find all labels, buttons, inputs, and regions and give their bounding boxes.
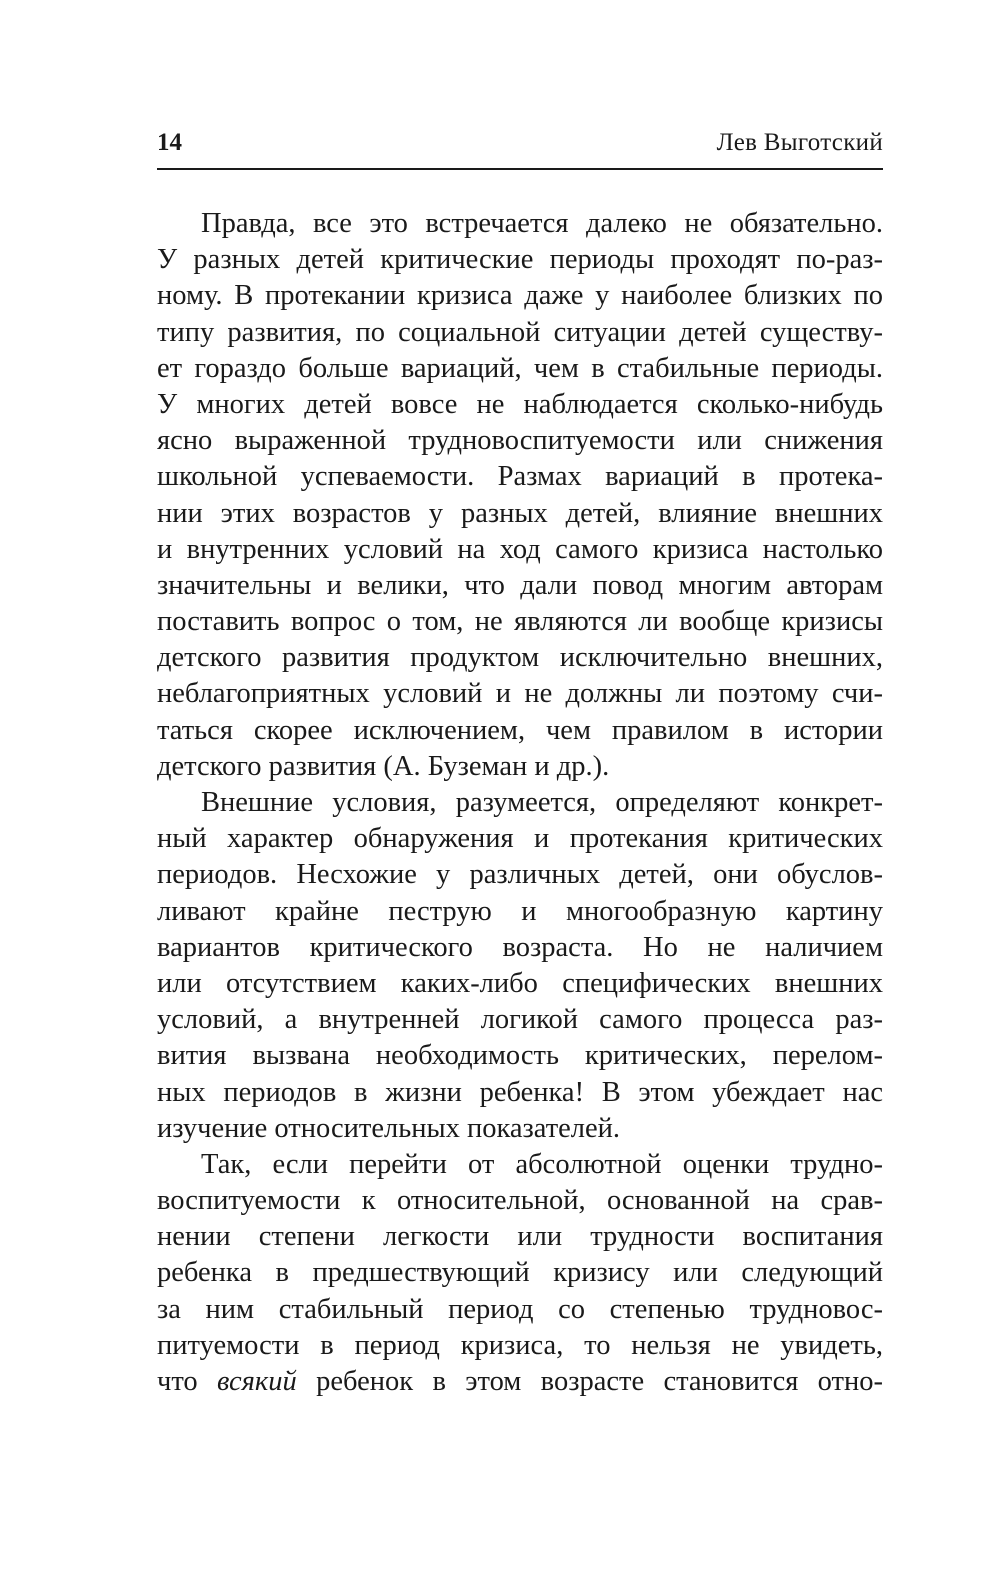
text-line: ных периодов в жизни ребенка! В этом убеждает нас: [157, 1076, 883, 1108]
text-line-final: [157, 1364, 883, 1400]
text-line: периодов. Несхожие у различных детей, они обуслов-: [157, 859, 883, 891]
text-run: ребенок в этом возрасте становится отно-: [296, 1366, 883, 1397]
text-line: питуемости в период кризиса, то нельзя не увидеть,: [157, 1329, 883, 1361]
text-line: или отсутствием каких-либо специфических внешних: [157, 967, 883, 999]
text-line: вариантов критического возраста. Но не наличием: [157, 931, 883, 963]
text-line: ет гораздо больше вариаций, чем в стабильные периоды.: [157, 352, 883, 384]
text-line: У разных детей критические периоды проходят по-раз-: [157, 244, 883, 276]
body-text: [157, 206, 883, 1400]
text-line: ный характер обнаружения и протекания критических: [157, 823, 883, 855]
text-line: Так, если перейти от абсолютной оценки трудно-: [201, 1148, 883, 1180]
text-line: Внешние условия, разумеется, определяют конкрет-: [201, 787, 883, 818]
text-line: детского развития (А. Буземан и др.).: [157, 750, 610, 782]
text-line: школьной успеваемости. Размах вариаций в протека-: [157, 461, 883, 493]
page-header: [157, 128, 883, 164]
text-line: У многих детей вовсе не наблюдается сколько-нибудь: [157, 388, 883, 420]
text-line: и внутренних условий на ход самого кризиса настолько: [157, 533, 883, 565]
text-line: нении степени легкости или трудности воспитания: [157, 1221, 883, 1253]
text-line: детского развития продуктом исключительно внешних,: [157, 642, 883, 674]
text-line: неблагоприятных условий и не должны ли поэтому счи-: [157, 678, 883, 710]
text-line: вития вызвана необходимость критических, перелом-: [157, 1040, 883, 1072]
text-line: ливают крайне пеструю и многообразную картину: [157, 895, 883, 927]
text-line: поставить вопрос о том, не являются ли вообще кризисы: [157, 606, 883, 638]
text-line: ному. В протекании кризиса даже у наиболее близких по: [157, 280, 883, 312]
text-line: за ним стабильный период со степенью трудновос-: [157, 1293, 883, 1325]
text-line: ясно выраженной трудновоспитуемости или снижения: [157, 425, 883, 457]
text-line: таться скорее исключением, чем правилом в истории: [157, 714, 883, 746]
header-rule: [157, 168, 883, 170]
text-line: Правда, все это встречается далеко не обязательно.: [201, 208, 883, 239]
text-line: нии этих возрастов у разных детей, влияние внешних: [157, 497, 883, 529]
text-line: воспитуемости к относительной, основанной на срав-: [157, 1185, 883, 1217]
text-run: что: [157, 1366, 218, 1397]
text-line: ребенка в предшествующий кризису или следующий: [157, 1257, 883, 1289]
running-title: Лев Выготский: [716, 129, 883, 156]
page-number: 14: [157, 129, 182, 156]
text-line: типу развития, по социальной ситуации детей существу-: [157, 316, 883, 348]
text-line: значительны и велики, что дали повод многим авторам: [157, 569, 883, 601]
text-line: условий, а внутренней логикой самого процесса раз-: [157, 1004, 883, 1036]
emphasis-word: всякий: [217, 1366, 297, 1397]
text-line: изучение относительных показателей.: [157, 1112, 621, 1144]
